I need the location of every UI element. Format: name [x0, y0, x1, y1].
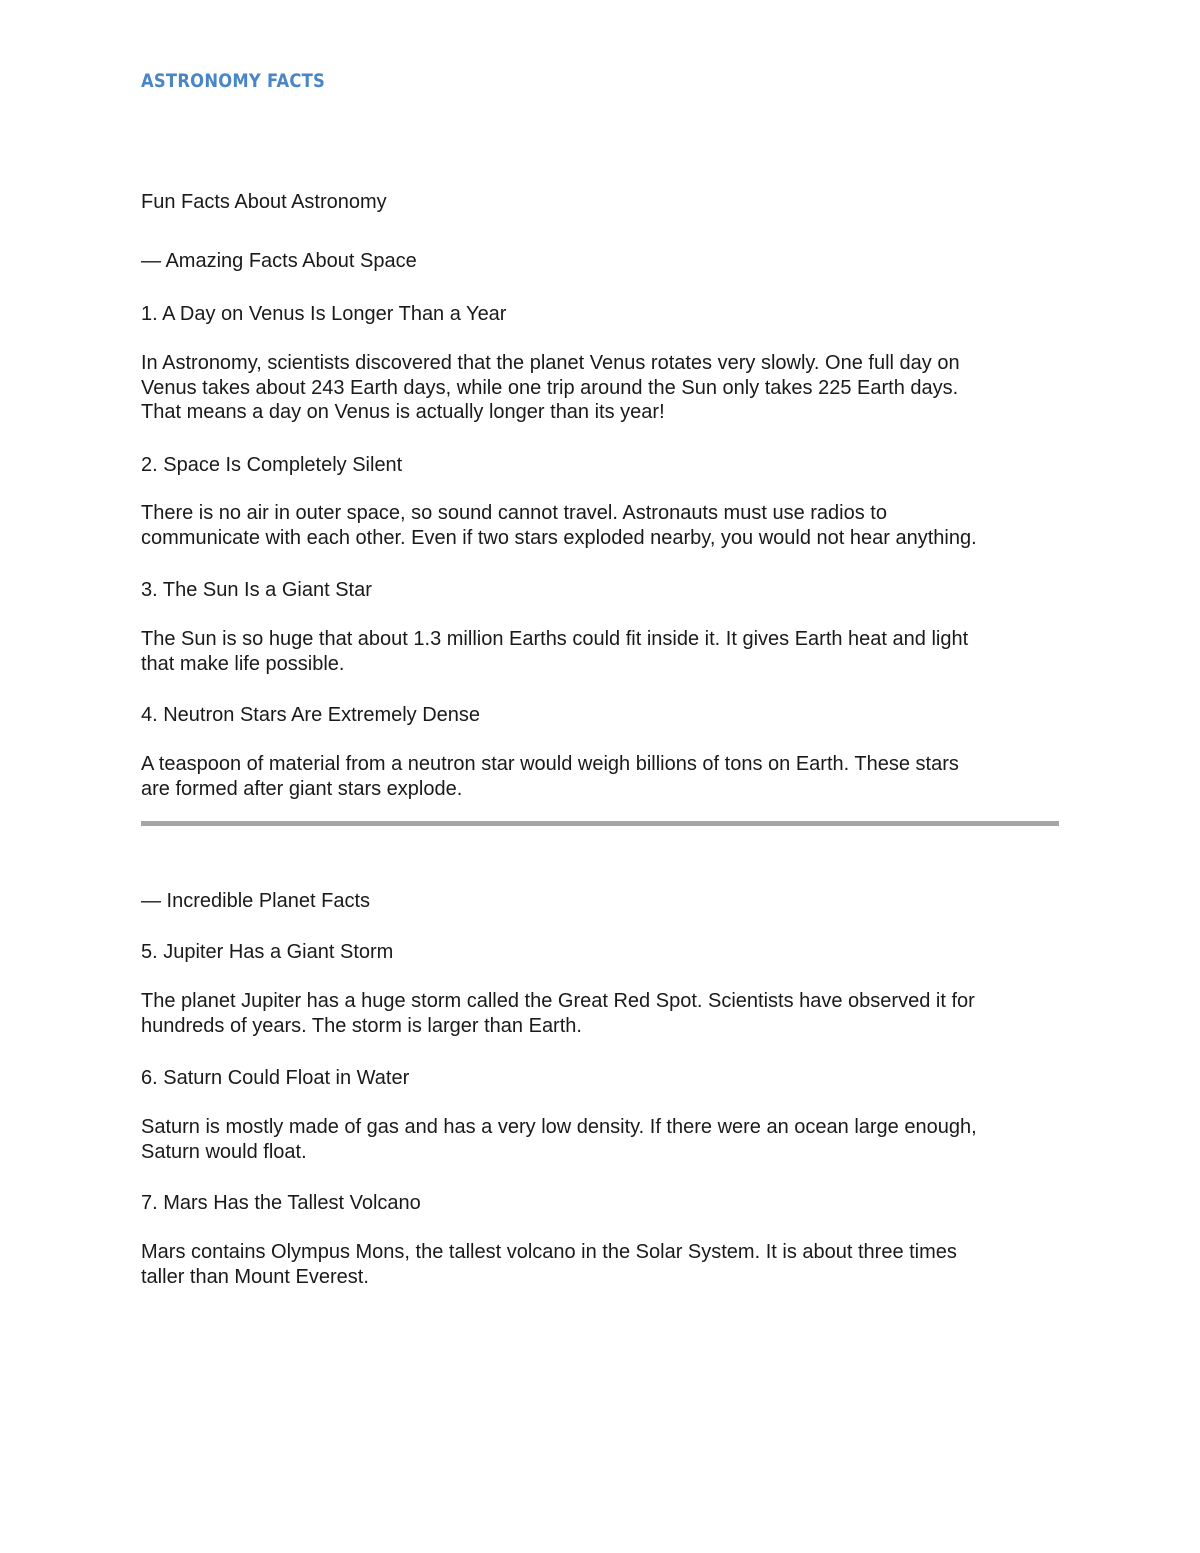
fact-body-line: The Sun is so huge that about 1.3 million Earths could fit inside it. It gives Earth heat and light — [141, 628, 969, 650]
header-title: ASTRONOMY FACTS — [141, 70, 326, 92]
section-heading: — Incredible Planet Facts — [141, 890, 370, 912]
fact-body — [141, 1115, 1061, 1164]
fact-body — [141, 989, 1061, 1038]
fact-body-line: hundreds of years. The storm is larger than Earth. — [141, 1014, 582, 1037]
fact-title: 3. The Sun Is a Giant Star — [141, 579, 372, 601]
section-divider — [141, 821, 1059, 826]
fact-title: 6. Saturn Could Float in Water — [141, 1067, 410, 1089]
fact-body — [141, 1240, 1061, 1289]
fact-body-line: communicate with each other. Even if two stars exploded nearby, you would not hear anything. — [141, 526, 977, 549]
section-heading: — Amazing Facts About Space — [141, 250, 417, 272]
fact-body-line: The planet Jupiter has a huge storm called the Great Red Spot. Scientists have observed it for — [141, 990, 975, 1012]
fact-body — [141, 752, 1061, 801]
fact-title: 2. Space Is Completely Silent — [141, 454, 403, 476]
fact-body-line: There is no air in outer space, so sound cannot travel. Astronauts must use radios to — [141, 502, 887, 524]
document-title: Fun Facts About Astronomy — [141, 191, 387, 213]
fact-title: 4. Neutron Stars Are Extremely Dense — [141, 704, 481, 726]
fact-body — [141, 501, 1061, 550]
fact-body — [141, 627, 1061, 676]
fact-body-line: Saturn would float. — [141, 1140, 307, 1163]
fact-body-line: A teaspoon of material from a neutron star would weigh billions of tons on Earth. These stars — [141, 753, 959, 775]
fact-body-line: that make life possible. — [141, 652, 345, 675]
fact-title: 7. Mars Has the Tallest Volcano — [141, 1192, 421, 1214]
fact-body-line: In Astronomy, scientists discovered that the planet Venus rotates very slowly. One full day on — [141, 352, 960, 374]
fact-body-line: Saturn is mostly made of gas and has a very low density. If there were an ocean large enough, — [141, 1116, 977, 1138]
fact-body — [141, 351, 1061, 425]
fact-title: 5. Jupiter Has a Giant Storm — [141, 941, 394, 963]
fact-title: 1. A Day on Venus Is Longer Than a Year — [141, 303, 507, 325]
fact-body-line: are formed after giant stars explode. — [141, 777, 463, 800]
fact-body-line: That means a day on Venus is actually longer than its year! — [141, 401, 665, 423]
fact-body-line: taller than Mount Everest. — [141, 1265, 369, 1288]
fact-body-line: Mars contains Olympus Mons, the tallest volcano in the Solar System. It is about three times — [141, 1241, 957, 1263]
fact-body-line: Venus takes about 243 Earth days, while one trip around the Sun only takes 225 Earth days. — [141, 376, 959, 399]
